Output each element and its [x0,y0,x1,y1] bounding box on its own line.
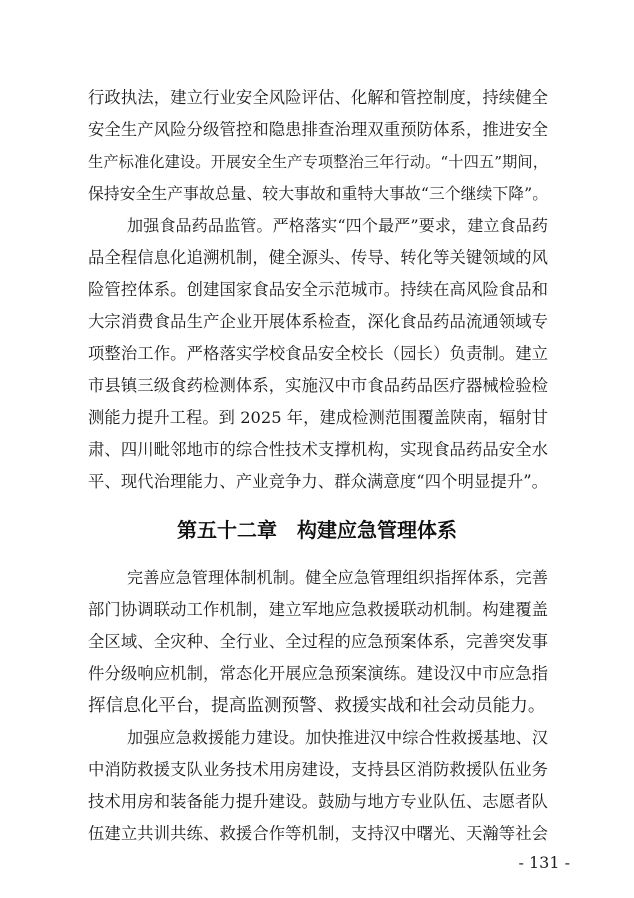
paragraph-line: 生产标准化建设。开展安全生产专项整治三年行动。“十四五”期间， [88,153,548,171]
paragraph-line: 险管控体系。创建国家食品安全示范城市。持续在高风险食品和 [88,280,548,299]
paragraph-line: 肃、四川毗邻地市的综合性技术支撑机构，实现食品药品安全水 [88,440,548,459]
paragraph-line: 全区域、全灾种、全行业、全过程的应急预案体系，完善突发事 [88,632,548,651]
paragraph-first-line [127,726,548,750]
paragraph-lead: 加强食品药品监管。 [127,216,273,235]
paragraph-lead: 加强应急救援能力建设。 [127,728,306,747]
paragraph-line: 件分级响应机制，常态化开展应急预案演练。建设汉中市应急指 [88,664,548,683]
paragraph-first-line [127,566,548,590]
chapter-heading: 第五十二章 构建应急管理体系 [177,518,457,542]
paragraph-text: 严格落实“四个最严”要求，建立食品药 [272,216,548,235]
paragraph-line: 市县镇三级食药检测体系，实施汉中市食品药品医疗器械检验检 [88,376,548,395]
paragraph-line: 测能力提升工程。到 2025 年，建成检测范围覆盖陕南，辐射甘 [88,408,548,427]
paragraph-line: 平、现代治理能力、产业竞争力、群众满意度“四个明显提升”。 [88,472,548,491]
paragraph-line: 项整治工作。严格落实学校食品安全校长（园长）负责制。建立 [88,344,548,363]
paragraph-line: 技术用房和装备能力提升建设。鼓励与地方专业队伍、志愿者队 [88,792,548,811]
paragraph-line: 行政执法，建立行业安全风险评估、化解和管控制度，持续健全 [88,88,548,107]
paragraph-text: 加快推进汉中综合性救援基地、汉 [305,728,548,747]
paragraph-line: 大宗消费食品生产企业开展体系检查，深化食品药品流通领域专 [88,312,548,331]
page-number: - 131 - [518,853,570,872]
paragraph-text: 健全应急管理组织指挥体系，完善 [305,568,548,587]
paragraph-line: 品全程信息化追溯机制，健全源头、传导、转化等关键领域的风 [88,248,548,267]
paragraph-lead: 完善应急管理体制机制。 [127,568,306,587]
paragraph-line: 安全生产风险分级管控和隐患排查治理双重预防体系，推进安全 [88,120,548,139]
paragraph-first-line [127,214,548,238]
paragraph-line: 部门协调联动工作机制，建立军地应急救援联动机制。构建覆盖 [88,600,548,619]
paragraph-line: 保持安全生产事故总量、较大事故和重特大事故“三个继续下降”。 [88,184,548,203]
paragraph-line: 中消防救援支队业务技术用房建设，支持县区消防救援队伍业务 [88,760,548,779]
paragraph-line: 伍建立共训共练、救援合作等机制，支持汉中曙光、天瀚等社会 [88,824,548,843]
paragraph-line: 挥信息化平台，提高监测预警、救援实战和社会动员能力。 [88,696,546,716]
